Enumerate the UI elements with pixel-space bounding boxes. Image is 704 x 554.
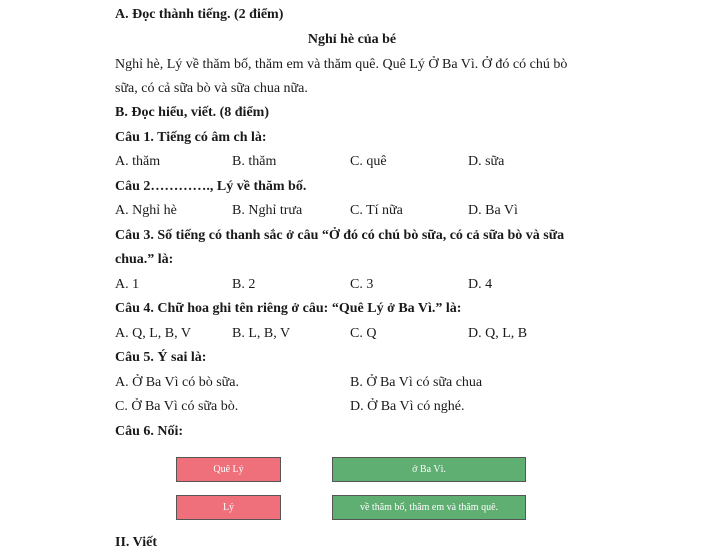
q2-option-b: B. Nghỉ trưa (232, 203, 303, 218)
question-3-line-2: chua.” là: (115, 252, 174, 267)
q1-option-c: C. quê (350, 154, 387, 169)
section-a-heading: A. Đọc thành tiếng. (2 điểm) (115, 7, 284, 22)
q4-option-a: A. Q, L, B, V (115, 326, 191, 341)
question-2: Câu 2…………., Lý về thăm bố. (115, 179, 307, 194)
question-1: Câu 1. Tiếng có âm ch là: (115, 130, 267, 145)
match-right-ve-tham[interactable]: về thăm bố, thăm em và thăm quê. (332, 495, 526, 520)
match-left-ly[interactable]: Lý (176, 495, 281, 520)
q5-option-b: B. Ở Ba Vì có sữa chua (350, 375, 483, 390)
q5-option-d: D. Ở Ba Vì có nghé. (350, 399, 465, 414)
passage-title: Nghỉ hè của bé (307, 32, 397, 47)
passage-line-1: Nghỉ hè, Lý về thăm bố, thăm em và thăm quê. Quê Lý Ở Ba Vì. Ở đó có chú bò (115, 57, 568, 72)
q1-option-d: D. sữa (468, 154, 505, 169)
q4-option-b: B. L, B, V (232, 326, 291, 341)
question-5: Câu 5. Ý sai là: (115, 350, 207, 365)
q3-option-d: D. 4 (468, 277, 493, 292)
q5-option-c: C. Ở Ba Vì có sữa bò. (115, 399, 239, 414)
match-left-que-ly[interactable]: Quê Lý (176, 457, 281, 482)
q2-option-a: A. Nghỉ hè (115, 203, 177, 218)
q4-option-d: D. Q, L, B (468, 326, 528, 341)
match-right-o-ba-vi[interactable]: ở Ba Vì. (332, 457, 526, 482)
q4-option-c: C. Q (350, 326, 377, 341)
question-6: Câu 6. Nối: (115, 424, 184, 439)
q5-option-a: A. Ở Ba Vì có bò sữa. (115, 375, 239, 390)
q3-option-b: B. 2 (232, 277, 256, 292)
q3-option-a: A. 1 (115, 277, 140, 292)
q1-option-a: A. thăm (115, 154, 161, 169)
passage-line-2: sữa, có cả sữa bò và sữa chua nữa. (115, 81, 308, 96)
q2-option-d: D. Ba Vì (468, 203, 518, 218)
section-b-heading: B. Đọc hiểu, viết. (8 điểm) (115, 105, 269, 120)
question-4: Câu 4. Chữ hoa ghi tên riêng ở câu: “Quê Lý ở Ba Vì.” là: (115, 301, 462, 316)
q2-option-c: C. Tí nữa (350, 203, 403, 218)
question-3-line-1: Câu 3. Số tiếng có thanh sắc ở câu “Ở đó có chú bò sữa, có cả sữa bò và sữa (115, 228, 565, 243)
section-ii-heading: II. Viết (115, 535, 157, 550)
q3-option-c: C. 3 (350, 277, 374, 292)
q1-option-b: B. thăm (232, 154, 277, 169)
